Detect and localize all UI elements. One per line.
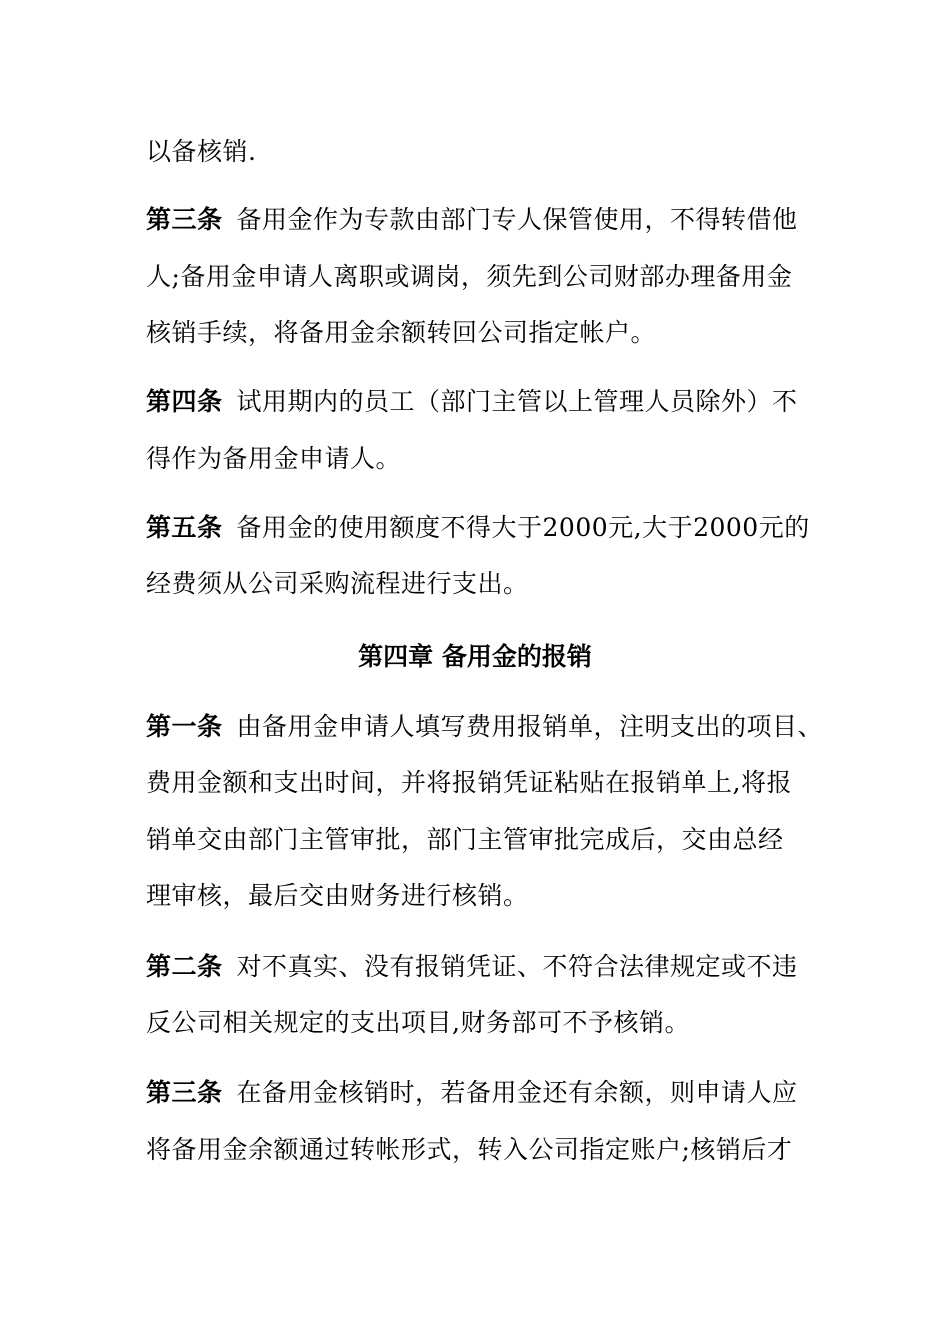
article-label: 第三条	[146, 205, 223, 234]
paragraph-text: 由备用金申请人填写费用报销单，注明支出的项目、	[236, 712, 824, 741]
article-label: 第二条	[146, 952, 223, 981]
paragraph-line: 反公司相关规定的支出项目,财务部可不予核销。	[146, 1008, 690, 1037]
paragraph-line	[146, 387, 798, 417]
continuation-text: 以备核销.	[146, 137, 257, 166]
article-label: 第四条	[146, 387, 223, 416]
paragraph-line: 得作为备用金申请人。	[146, 444, 402, 473]
paragraph-text: 试用期内的员工（部门主管以上管理人员除外）不	[236, 387, 798, 416]
paragraph-text: 备用金作为专款由部门专人保管使用，不得转借他	[236, 205, 798, 234]
paragraph-line	[146, 712, 823, 742]
chapter-heading: 第四章 备用金的报销	[358, 642, 592, 671]
paragraph-line	[146, 1078, 798, 1108]
paragraph-text: 在备用金核销时，若备用金还有余额，则申请人应	[236, 1078, 798, 1107]
paragraph-line: 销单交由部门主管审批，部门主管审批完成后，交由总经	[146, 825, 784, 854]
paragraph-line: 核销手续，将备用金余额转回公司指定帐户。	[146, 318, 657, 347]
paragraph-line: 经费须从公司采购流程进行支出。	[146, 569, 529, 598]
paragraph-line	[146, 952, 798, 982]
paragraph-line: 理审核，最后交由财务进行核销。	[146, 881, 529, 910]
paragraph-text: 对不真实、没有报销凭证、不符合法律规定或不违	[236, 952, 798, 981]
paragraph-line: 费用金额和支出时间，并将报销凭证粘贴在报销单上,将报	[146, 768, 792, 797]
article-label: 第三条	[146, 1078, 223, 1107]
paragraph-line: 将备用金余额通过转帐形式，转入公司指定账户;核销后才	[146, 1135, 793, 1164]
article-label: 第五条	[146, 513, 223, 542]
paragraph-line	[146, 205, 798, 235]
paragraph-line	[146, 513, 810, 543]
article-label: 第一条	[146, 712, 223, 741]
paragraph-line: 人;备用金申请人离职或调岗，须先到公司财部办理备用金	[146, 262, 793, 291]
paragraph-text: 备用金的使用额度不得大于2000元,大于2000元的	[236, 513, 810, 542]
